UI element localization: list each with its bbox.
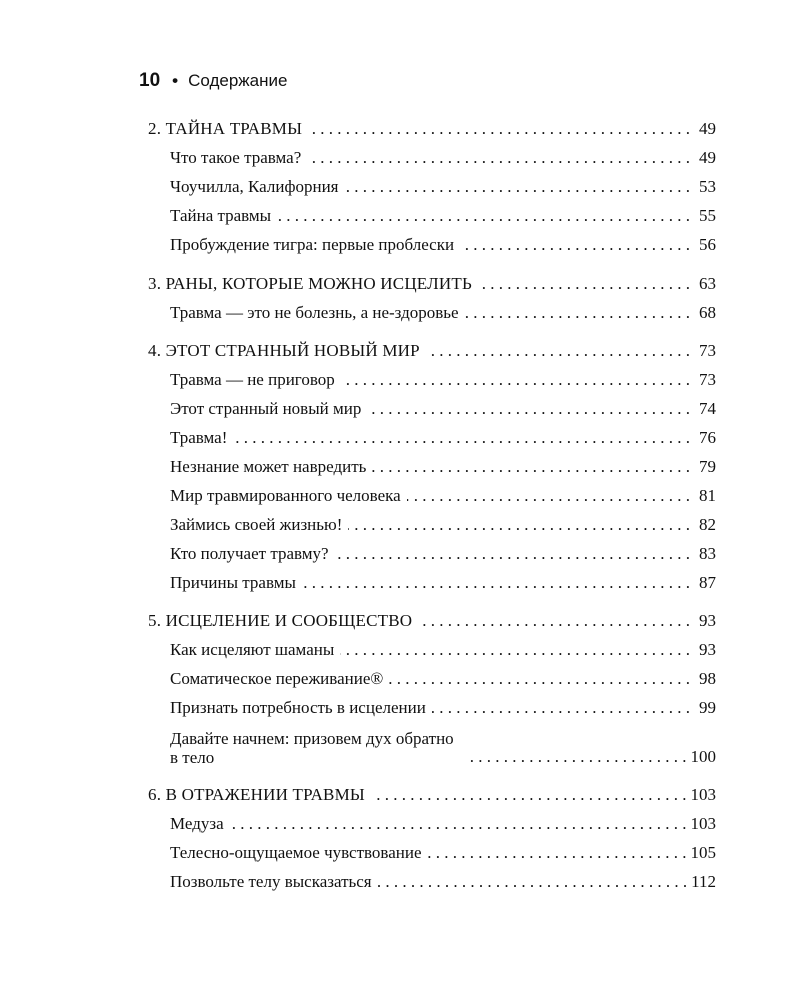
toc-entry-page: 73 [699,370,716,389]
toc-entry-title: Пробуждение тигра: первые проблески [170,235,455,254]
toc-entry-page: 83 [699,544,716,563]
dot-leader [340,640,690,660]
toc-entry-page: 93 [699,611,716,630]
toc-entry-title: Этот странный новый мир [170,399,362,418]
toc-entry-page: 103 [690,785,716,804]
dot-leader [367,399,690,419]
toc-entry-page: 99 [699,698,716,717]
toc-entry-page: 68 [699,303,716,322]
dot-leader [335,544,690,564]
toc-entry-page: 100 [690,747,716,766]
toc-entry-page: 74 [699,399,716,418]
dot-leader [233,428,690,448]
dot-leader [307,148,690,168]
dot-leader [460,235,690,255]
toc-entry-page: 63 [699,274,716,293]
toc-chapter-6 [148,785,716,805]
dot-leader [418,611,690,631]
dot-leader [277,206,690,226]
toc-entry-title: Травма — это не болезнь, а не-здоровье [170,303,459,322]
toc-chapter-4 [148,341,716,361]
toc-entry [170,177,716,197]
toc-entry-title: Чоучилла, Калифорния [170,177,339,196]
toc-entry [170,148,716,168]
toc-entry-title: Телесно-ощущаемое чувствование [170,843,422,862]
dot-leader [348,515,690,535]
dot-leader [371,785,687,805]
toc-entry-page: 112 [691,872,716,891]
toc-entry-title: Что такое травма? [170,148,302,167]
toc-entry-page: 79 [699,457,716,476]
dot-leader [341,370,690,390]
toc-chapter-2 [148,119,716,139]
toc-entry-title: Кто получает травму? [170,544,329,563]
toc-entry-title: 3. РАНЫ, КОТОРЫЕ МОЖНО ИСЦЕЛИТЬ [148,274,472,293]
toc-entry [170,544,716,564]
toc-chapter-3 [148,274,716,294]
toc-entry-title: 6. В ОТРАЖЕНИИ ТРАВМЫ [148,785,365,804]
dot-leader [389,669,690,689]
toc-entry [170,370,716,390]
toc-entry-title: Мир травмированного человека [170,486,401,505]
toc-entry-title: Признать потребность в исцелении [170,698,426,717]
page-number: 10 [139,70,161,91]
toc-entry-title: Позвольте телу высказаться [170,872,372,891]
dot-leader [428,843,687,863]
toc-entry [170,872,716,892]
toc-entry-page: 105 [690,843,716,862]
toc-entry-title: Займись своей жизнью! [170,515,343,534]
toc-entry [170,843,716,863]
toc-entry [170,206,716,226]
toc-entry [170,640,716,660]
toc-entry-title: Давайте начнем: призовем дух обратно в тело [170,729,454,767]
toc-entry-multiline [170,727,716,767]
toc-entry-page: 103 [690,814,716,833]
toc-entry [170,814,716,834]
dot-leader [308,119,690,139]
dot-leader [426,341,690,361]
toc-entry [170,457,716,477]
dot-leader [372,457,690,477]
toc-entry [170,486,716,506]
toc-entry-page: 93 [699,640,716,659]
dot-leader [466,747,687,767]
toc-chapter-5 [148,611,716,631]
running-title: Содержание [188,71,288,90]
toc-entry-title: Тайна травмы [170,206,272,225]
toc-entry [170,515,716,535]
toc-entry-title: 4. ЭТОТ СТРАННЫЙ НОВЫЙ МИР [148,341,420,360]
dot-leader [407,486,690,506]
toc-entry-title: Медуза [170,814,224,833]
toc-entry-page: 55 [699,206,716,225]
toc-entry-page: 76 [699,428,716,447]
toc-entry-title: Незнание может навредить [170,457,367,476]
toc-entry-title: Соматическое переживание® [170,669,384,688]
toc-entry-page: 81 [699,486,716,505]
toc-entry-page: 49 [699,148,716,167]
toc-entry [170,573,716,593]
header-bullet: • [172,71,179,90]
toc-entry-title: 5. ИСЦЕЛЕНИЕ И СООБЩЕСТВО [148,611,413,630]
toc-entry-page: 49 [699,119,716,138]
dot-leader [230,814,687,834]
dot-leader [378,872,688,892]
toc-entry [170,399,716,419]
toc-entry-title: Как исцеляют шаманы [170,640,335,659]
toc-entry [170,428,716,448]
toc-entry-title: Травма — не приговор [170,370,335,389]
toc-entry [170,669,716,689]
toc-entry-page: 98 [699,669,716,688]
dot-leader [344,177,690,197]
toc-entry-title: 2. ТАЙНА ТРАВМЫ [148,119,303,138]
toc-entry-title: Травма! [170,428,228,447]
dot-leader [432,698,690,718]
toc-entry [170,698,716,718]
toc-entry-title: Причины травмы [170,573,296,592]
toc-entry [170,235,716,255]
toc-entry-page: 73 [699,341,716,360]
toc-entry-page: 87 [699,573,716,592]
toc-entry-page: 56 [699,235,716,254]
toc-entry-page: 53 [699,177,716,196]
dot-leader [465,303,690,323]
dot-leader [302,573,690,593]
toc-entry-page: 82 [699,515,716,534]
dot-leader [478,274,690,294]
toc-entry [170,303,716,323]
